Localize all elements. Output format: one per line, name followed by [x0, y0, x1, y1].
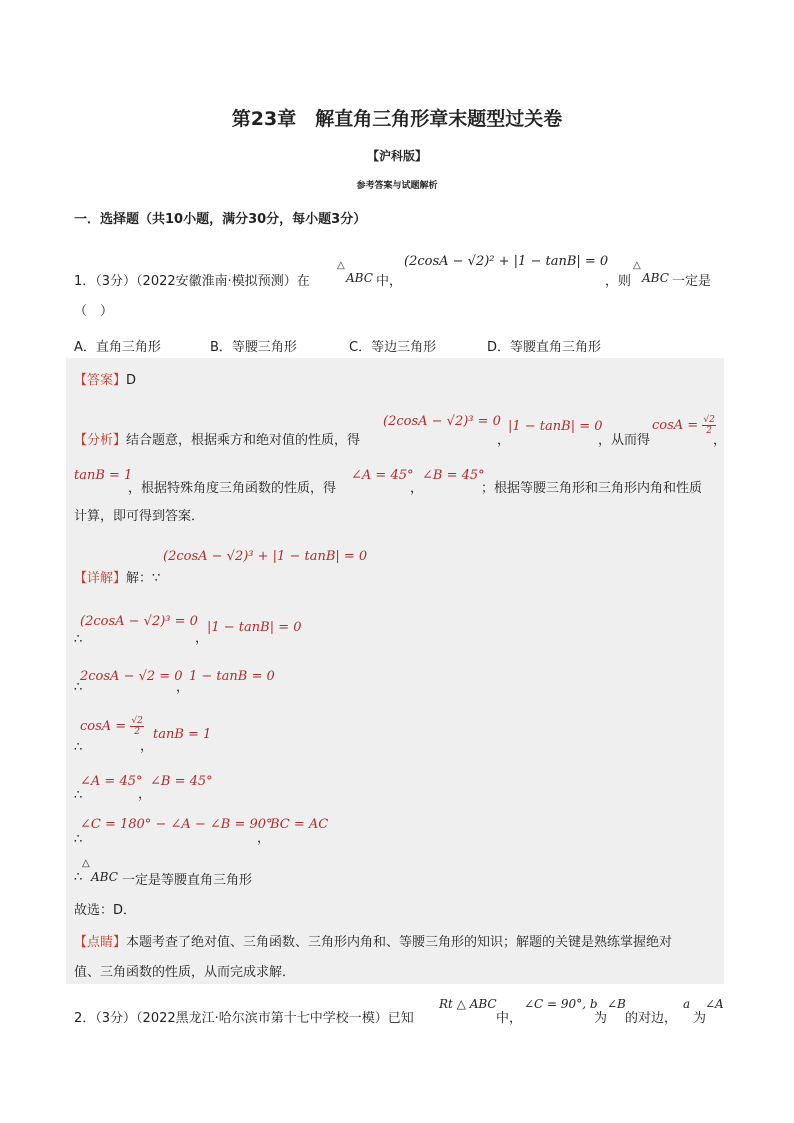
therefore-symbol: ∴	[74, 740, 83, 755]
analysis-eq2: |1 − tanB| = 0	[508, 419, 603, 434]
analysis-line-1	[74, 429, 360, 448]
q2-rt-abc: Rt △ ABC	[439, 997, 497, 1011]
therefore-symbol: ∴	[74, 832, 83, 847]
analysis-text-2: ，从而得	[598, 433, 651, 448]
comma: ，	[140, 739, 154, 754]
numerator: √2	[131, 716, 143, 726]
comma: ，	[176, 680, 190, 695]
comma: ，	[195, 631, 209, 646]
page-title: 第23章 解直角三角形章末题型过关卷	[231, 108, 563, 130]
fraction-sqrt2-over-2	[130, 716, 143, 737]
step2-a: 2cosA − √2 = 0	[80, 669, 183, 684]
q2-wei: 为	[594, 1011, 608, 1026]
therefore-symbol: ∴	[74, 870, 83, 885]
subtitle: 参考答案与试题解析	[356, 181, 438, 191]
answer-tag: 【答案】	[74, 373, 127, 388]
q2-stem: 2．（3分）（2022黑龙江·哈尔滨市第十七中学校一模）已知	[74, 1011, 414, 1026]
triangle-symbol: △	[337, 260, 345, 271]
comma: ，	[410, 481, 424, 496]
q2-angle-a: ∠A	[705, 997, 724, 1011]
q1-then: ，则	[605, 274, 632, 289]
therefore-symbol: ∴	[74, 680, 83, 695]
option-a: A．直角三角形	[74, 340, 161, 355]
comma: ，	[257, 831, 271, 846]
q2-angle-b: ∠B	[607, 997, 626, 1011]
detail-tag: 【详解】	[74, 571, 127, 586]
analysis-text-1: 结合题意，根据乘方和绝对值的性质，得	[126, 433, 361, 448]
analysis-tag: 【分析】	[74, 433, 127, 448]
numerator: √2	[703, 415, 715, 425]
analysis-text-4: ；根据等腰三角形和三角形内角和性质	[481, 481, 703, 496]
q2-zhong: 中，	[496, 1011, 523, 1026]
step1-b: |1 − tanB| = 0	[207, 620, 302, 635]
comment-text-1: 本题考查了绝对值、三角函数、三角形内角和、等腰三角形的知识；解题的关键是熟练掌握绝对	[126, 935, 673, 950]
comma: ，	[138, 787, 152, 802]
step3-b: tanB = 1	[153, 727, 212, 742]
step4-b: ∠B = 45°	[150, 774, 213, 789]
triangle-symbol: △	[82, 858, 90, 869]
triangle-symbol: △	[633, 260, 641, 271]
analysis-text-5: 计算，即可得到答案．	[74, 509, 205, 524]
q1-stem-prefix: 1．（3分）（2022安徽淮南·模拟预测）在	[74, 274, 310, 289]
step3-a	[80, 716, 144, 737]
comment-line-2: 值、三角函数的性质，从而完成求解．	[74, 965, 296, 980]
analysis-eq1: (2cosA − √2)³ = 0	[383, 414, 501, 429]
choose-line: 故选：D．	[74, 903, 137, 918]
analysis-text-3: ，根据特殊角度三角函数的性质，得	[128, 481, 337, 496]
step2-b: 1 − tanB = 0	[189, 669, 275, 684]
q2-duibian: 的对边，	[625, 1011, 678, 1026]
section-heading: 一．选择题（共10小题，满分30分，每小题3分）	[74, 212, 367, 227]
denominator: 2	[134, 727, 140, 737]
option-c: C．等边三角形	[349, 340, 437, 355]
q1-tail: 一定是	[672, 274, 712, 289]
step1-a: (2cosA − √2)³ = 0	[80, 614, 198, 629]
analysis-tan: tanB = 1	[74, 468, 133, 483]
q1-equation: (2cosA − √2)² + |1 − tanB| = 0	[404, 254, 609, 269]
denominator: 2	[706, 426, 712, 436]
conclusion-abc: ABC	[91, 870, 118, 884]
q1-paren: （ ）	[74, 304, 114, 319]
conclusion-text: 一定是等腰直角三角形	[122, 873, 253, 888]
step5-a: ∠C = 180° − ∠A − ∠B = 90°	[80, 817, 273, 832]
detail-line	[74, 567, 160, 586]
step3-cos-label: cosA =	[80, 719, 127, 734]
q1-abc-2: ABC	[642, 271, 669, 285]
comment-tag: 【点睛】	[74, 935, 127, 950]
detail-equation: (2cosA − √2)³ + |1 − tanB| = 0	[163, 549, 368, 564]
q2-angle-c: ∠C = 90°, b	[524, 997, 598, 1011]
option-d: D．等腰直角三角形	[487, 340, 602, 355]
analysis-angle-b: ∠B = 45°	[422, 468, 485, 483]
analysis-cos-label: cosA =	[652, 418, 699, 433]
q2-a: a	[683, 997, 691, 1011]
option-b: B．等腰三角形	[210, 340, 297, 355]
detail-text: 解：∵	[126, 571, 161, 586]
answer-value: D	[126, 373, 137, 388]
q1-abc: ABC	[346, 271, 373, 285]
comma: ，	[713, 433, 727, 448]
analysis-angle-a: ∠A = 45°	[351, 468, 414, 483]
step5-b: BC = AC	[270, 817, 329, 832]
q2-wei-2: 为	[693, 1011, 707, 1026]
edition-label: 【沪科版】	[366, 149, 427, 163]
therefore-symbol: ∴	[74, 788, 83, 803]
therefore-symbol: ∴	[74, 632, 83, 647]
comma: ，	[497, 433, 511, 448]
answer-line	[74, 369, 136, 388]
q1-mid: 中，	[376, 274, 403, 289]
step4-a: ∠A = 45°	[80, 774, 143, 789]
comment-line-1	[74, 931, 672, 950]
analysis-cos	[652, 415, 716, 436]
